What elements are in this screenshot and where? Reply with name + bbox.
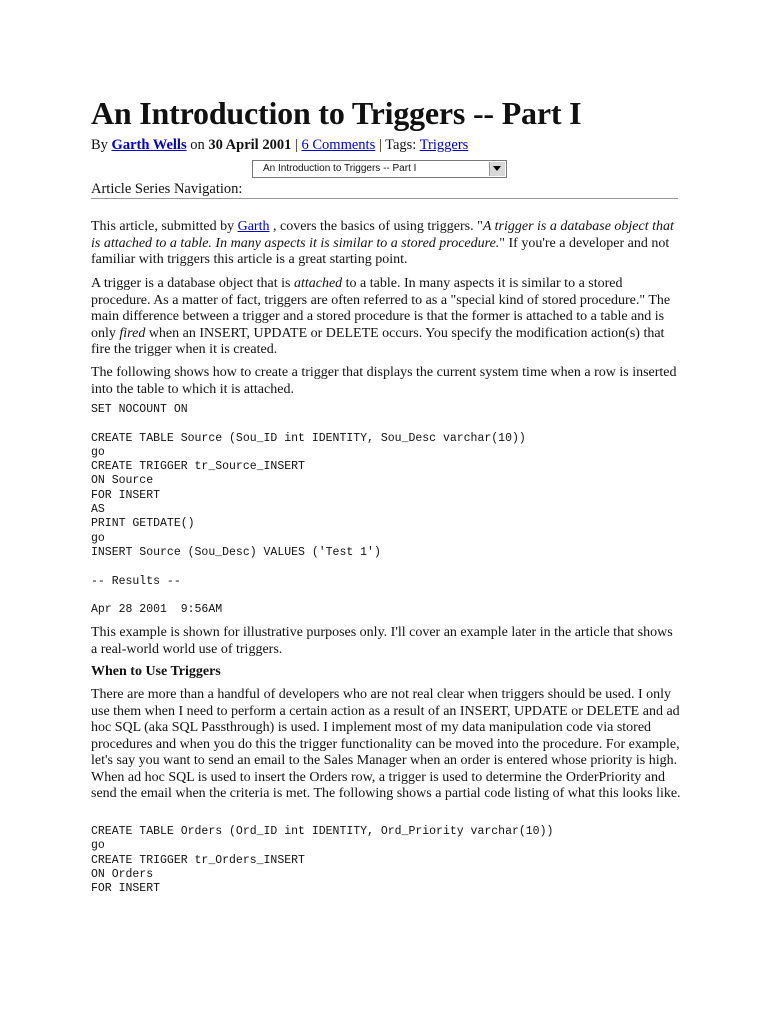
series-navigation-select[interactable] — [252, 160, 507, 178]
tags-label: | Tags: — [378, 137, 417, 153]
series-select-value: An Introduction to Triggers -- Part I — [263, 163, 417, 174]
definition-paragraph — [91, 276, 681, 359]
divider — [91, 198, 678, 199]
tag-link-triggers[interactable]: Triggers — [419, 137, 469, 153]
code-block-source-trigger: SET NOCOUNT ON CREATE TABLE Source (Sou_ID int IDENTITY, Sou_Desc varchar(10)) go CREATE TRIGGER tr_Source_INSERT ON Source FOR INSERT AS PRINT GETDATE() go INSERT Source (Sou_Desc) VALUES ('Test 1') -- Results -- Apr 28 2001 9:56AM — [91, 403, 526, 617]
example-intro-paragraph: The following shows how to create a trigger that displays the current system time when a row is inserted into the table to which it is attached. — [91, 365, 677, 397]
byline — [91, 136, 468, 154]
dropdown-arrow-icon[interactable] — [489, 162, 505, 176]
byline-on: on — [190, 137, 205, 153]
intro-quote: A trigger is a database object that is attached to a table. In many aspects it is similar to a stored procedure. — [91, 219, 674, 251]
intro-text-1: This article, submitted by — [91, 219, 235, 234]
article-title: An Introduction to Triggers -- Part I — [91, 95, 582, 131]
comments-link[interactable]: 6 Comments — [301, 137, 376, 153]
intro-text-3: " If you're a developer and not familiar with triggers this article is a great starting point. — [91, 235, 670, 267]
byline-prefix: By — [91, 137, 108, 153]
when-to-use-paragraph: There are more than a handful of developers who are not real clear when triggers should be used. I only use them when I need to perform a certain action as a result of an INSERT, UPDATE or DELETE and ad hoc SQL (aka SQL Passthrough) is used. I implement most of my data manipulation code via stored procedures and when you do this the trigger functionality can be moved into the procedure. For example, let's say you want to send an email to the Sales Manager when an order is entered whose priority is high. When ad hoc SQL is used to insert the Orders row, a trigger is used to determine the OrderPriority and send the email when the criteria is met. The following shows a partial code listing of what this looks like. — [91, 687, 681, 801]
code-block-orders-trigger: CREATE TABLE Orders (Ord_ID int IDENTITY, Ord_Priority varchar(10)) go CREATE TRIGGER tr_Orders_INSERT ON Orders FOR INSERT — [91, 825, 554, 896]
para2-text-2: to a table. In many aspects it is similar to a stored procedure. As a matter of fact, triggers are often referred to as a "special kind of stored procedure." The main difference between a trigger and a stored procedure is that the former is attached to a table and is only — [91, 276, 671, 341]
author-link[interactable]: Garth Wells — [111, 137, 187, 153]
para2-em-fired: fired — [119, 325, 146, 341]
para2-text-1: A trigger is a database object that is — [91, 276, 291, 291]
illustrative-paragraph: This example is shown for illustrative purposes only. I'll cover an example later in the article that shows a real-world world use of triggers. — [91, 625, 673, 657]
intro-text-2: , covers the basics of using triggers. " — [272, 219, 483, 234]
contributor-link[interactable]: Garth — [237, 219, 270, 234]
section-heading: When to Use Triggers — [91, 664, 221, 679]
series-navigation-label: Article Series Navigation: — [91, 181, 243, 197]
para2-em-attached: attached — [293, 276, 343, 291]
publish-date: 30 April 2001 — [208, 137, 292, 153]
intro-paragraph — [91, 219, 681, 269]
byline-separator: | — [294, 137, 298, 153]
para2-text-3: when an INSERT, UPDATE or DELETE occurs. You specify the modification action(s) that fire the trigger when it is created. — [91, 325, 665, 357]
